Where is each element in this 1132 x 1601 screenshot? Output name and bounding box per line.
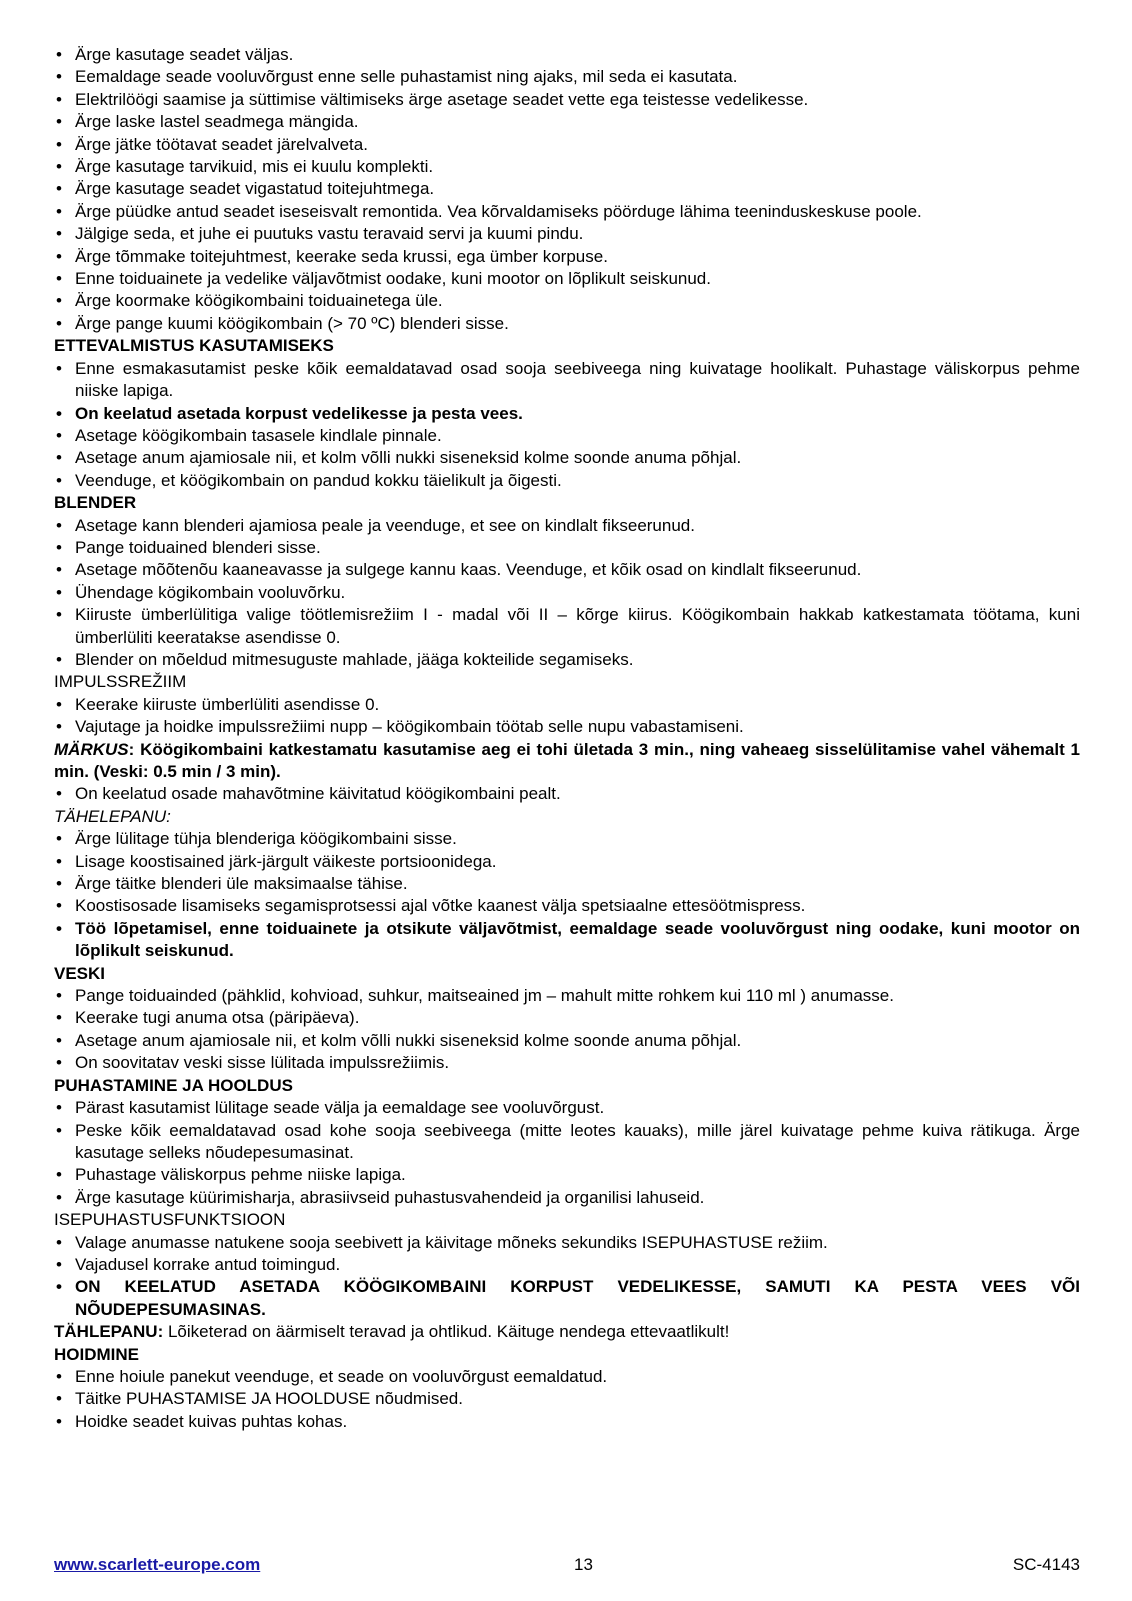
list-item: • Ärge tõmmake toitejuhtmest, keerake seda krussi, ega ümber korpuse. bbox=[54, 246, 1080, 268]
model-number: SC-4143 bbox=[1012, 1555, 1080, 1574]
grinder-heading: VESKI bbox=[54, 963, 106, 983]
note-label: MÄRKUS bbox=[54, 739, 129, 759]
list-item: • Ärge püüdke antud seadet iseseisvalt remontida. Vea kõrvaldamiseks pöörduge lähima teeninduskeskuse poole. bbox=[54, 201, 1080, 223]
list-item: • Kiiruste ümberlülitiga valige töötlemisrežiim I - madal või II – kõrge kiirus. Köögikombain hakkab katkestamata töötama, kuni ümberlüliti keeratakse asendisse 0. bbox=[54, 604, 1080, 649]
list-item: • On soovitatav veski sisse lülitada impulssrežiimis. bbox=[54, 1052, 1080, 1074]
list-item: • Pärast kasutamist lülitage seade välja ja eemaldage see vooluvõrgust. bbox=[54, 1097, 1080, 1119]
list-item: • Pange toiduainded (pähklid, kohvioad, suhkur, maitseained jm – mahult mitte rohkem kui 110 ml ) anumasse. bbox=[54, 985, 1080, 1007]
list-item: • Ühendage kögikombain vooluvõrku. bbox=[54, 582, 1080, 604]
list-item-warning: • Töö lõpetamisel, enne toiduainete ja otsikute väljavõtmist, eemaldage seade vooluvõrgust ning oodake, kuni mootor on lõplikult seiskunud. bbox=[54, 918, 1080, 963]
intro-list bbox=[54, 44, 1080, 335]
list-item: • Elektrilöögi saamise ja süttimise vältimiseks ärge asetage seadet vette ega teistesse vedelikesse. bbox=[54, 89, 1080, 111]
list-item: • Ärge pange kuumi köögikombain (> 70 ºC) blenderi sisse. bbox=[54, 313, 1080, 335]
list-item: • Ärge jätke töötavat seadet järelvalveta. bbox=[54, 134, 1080, 156]
list-item: • Jälgige seda, et juhe ei puutuks vastu teravaid servi ja kuumi pindu. bbox=[54, 223, 1080, 245]
list-item: • Ärge kasutage seadet vigastatud toitejuhtmega. bbox=[54, 178, 1080, 200]
list-item: • Puhastage väliskorpus pehme niiske lapiga. bbox=[54, 1164, 1080, 1186]
prep-heading: ETTEVALMISTUS KASUTAMISEKS bbox=[54, 336, 334, 356]
list-item: • Asetage mõõtenõu kaaneavasse ja sulgege kannu kaas. Veenduge, et kõik osad on kindlalt fikseerunud. bbox=[54, 559, 1080, 581]
warning-text: Lõiketerad on äärmiselt teravad ja ohtlikud. Käituge nendega ettevaatlikult! bbox=[163, 1322, 730, 1342]
attention-heading: TÄHELEPANU: bbox=[54, 806, 171, 826]
page-footer bbox=[54, 1554, 1080, 1576]
list-item: • Asetage anum ajamiosale nii, et kolm võlli nukki siseneksid kolme soonde anuma põhjal. bbox=[54, 1030, 1080, 1052]
self-cleaning-heading: ISEPUHASTUSFUNKTSIOON bbox=[54, 1210, 286, 1230]
list-item: • Keerake tugi anuma otsa (päripäeva). bbox=[54, 1007, 1080, 1029]
list-item: • Asetage köögikombain tasasele kindlale pinnale. bbox=[54, 425, 1080, 447]
list-item: • Ärge lülitage tühja blenderiga köögikombaini sisse. bbox=[54, 828, 1080, 850]
list-item: • Blender on mõeldud mitmesuguste mahlade, jääga kokteilide segamiseks. bbox=[54, 649, 1080, 671]
list-item: • Asetage anum ajamiosale nii, et kolm võlli nukki siseneksid kolme soonde anuma põhjal. bbox=[54, 447, 1080, 469]
cleaning-heading: PUHASTAMINE JA HOOLDUS bbox=[54, 1075, 293, 1095]
list-item: • Enne toiduainete ja vedelike väljavõtmist oodake, kuni mootor on lõplikult seiskunud. bbox=[54, 268, 1080, 290]
list-item: • Ärge laske lastel seadmega mängida. bbox=[54, 111, 1080, 133]
list-item: • Koostisosade lisamiseks segamisprotsessi ajal võtke kaanest välja spetsiaalne ettesöötmispress. bbox=[54, 895, 1080, 917]
warning-label: TÄHLEPANU: bbox=[54, 1322, 164, 1342]
list-item: • Valage anumasse natukene sooja seebivett ja käivitage mõneks sekundiks ISEPUHASTUSE režiim. bbox=[54, 1232, 1080, 1254]
list-item: • Pange toiduained blenderi sisse. bbox=[54, 537, 1080, 559]
list-item: • Vajadusel korrake antud toimingud. bbox=[54, 1254, 1080, 1276]
list-item-warning: • ON KEELATUD ASETADA KÖÖGIKOMBAINI KORPUST VEDELIKESSE, SAMUTI KA PESTA VEES VÕI NÕUDEPESUMASINAS. bbox=[54, 1276, 1080, 1321]
storage-heading: HOIDMINE bbox=[54, 1344, 139, 1364]
list-item: • Ärge täitke blenderi üle maksimaalse tähise. bbox=[54, 873, 1080, 895]
page-number: 13 bbox=[574, 1555, 593, 1574]
document-body bbox=[54, 44, 1080, 1433]
list-item: • Lisage koostisained järk-järgult väikeste portsioonidega. bbox=[54, 851, 1080, 873]
list-item: • Veenduge, et köögikombain on pandud kokku täielikult ja õigesti. bbox=[54, 470, 1080, 492]
list-item: • Eemaldage seade vooluvõrgust enne selle puhastamist ning ajaks, mil seda ei kasutata. bbox=[54, 66, 1080, 88]
list-item: • Ärge kasutage seadet väljas. bbox=[54, 44, 1080, 66]
pulse-heading: IMPULSSREŽIIM bbox=[54, 672, 187, 692]
list-item: • Täitke PUHASTAMISE JA HOOLDUSE nõudmised. bbox=[54, 1388, 1080, 1410]
list-item: • Asetage kann blenderi ajamiosa peale ja veenduge, et see on kindlalt fikseerunud. bbox=[54, 515, 1080, 537]
note-paragraph bbox=[54, 739, 1080, 784]
list-item: • Ärge kasutage tarvikuid, mis ei kuulu komplekti. bbox=[54, 156, 1080, 178]
list-item: • Enne esmakasutamist peske kõik eemaldatavad osad sooja seebiveega ning kuivatage hoolikalt. Puhastage väliskorpus pehme niiske lapiga. bbox=[54, 358, 1080, 403]
list-item-warning: • On keelatud asetada korpust vedelikesse ja pesta vees. bbox=[54, 403, 1080, 425]
note-text: : Köögikombaini katkestamatu kasutamise aeg ei tohi ületada 3 min., ning vaheaeg sisselülitamise vahel vähemalt 1 min. (Veski: 0.5 min / 3 min). bbox=[54, 739, 1080, 781]
warning-paragraph bbox=[54, 1321, 1080, 1343]
list-item: • Ärge koormake köögikombaini toiduainetega üle. bbox=[54, 290, 1080, 312]
list-item: • On keelatud osade mahavõtmine käivitatud köögikombaini pealt. bbox=[54, 783, 1080, 805]
blender-heading: BLENDER bbox=[54, 493, 137, 513]
list-item: • Enne hoiule panekut veenduge, et seade on vooluvõrgust eemaldatud. bbox=[54, 1366, 1080, 1388]
website-link[interactable]: www.scarlett-europe.com bbox=[54, 1555, 261, 1574]
list-item: • Keerake kiiruste ümberlüliti asendisse 0. bbox=[54, 694, 1080, 716]
list-item: • Hoidke seadet kuivas puhtas kohas. bbox=[54, 1411, 1080, 1433]
list-item: • Vajutage ja hoidke impulssrežiimi nupp – köögikombain töötab selle nupu vabastamiseni. bbox=[54, 716, 1080, 738]
list-item: • Ärge kasutage küürimisharja, abrasiivseid puhastusvahendeid ja organilisi lahuseid. bbox=[54, 1187, 1080, 1209]
list-item: • Peske kõik eemaldatavad osad kohe sooja seebiveega (mitte leotes kauaks), mille järel kuivatage pehme kuiva rätikuga. Ärge kasutage selleks nõudepesumasinat. bbox=[54, 1120, 1080, 1165]
